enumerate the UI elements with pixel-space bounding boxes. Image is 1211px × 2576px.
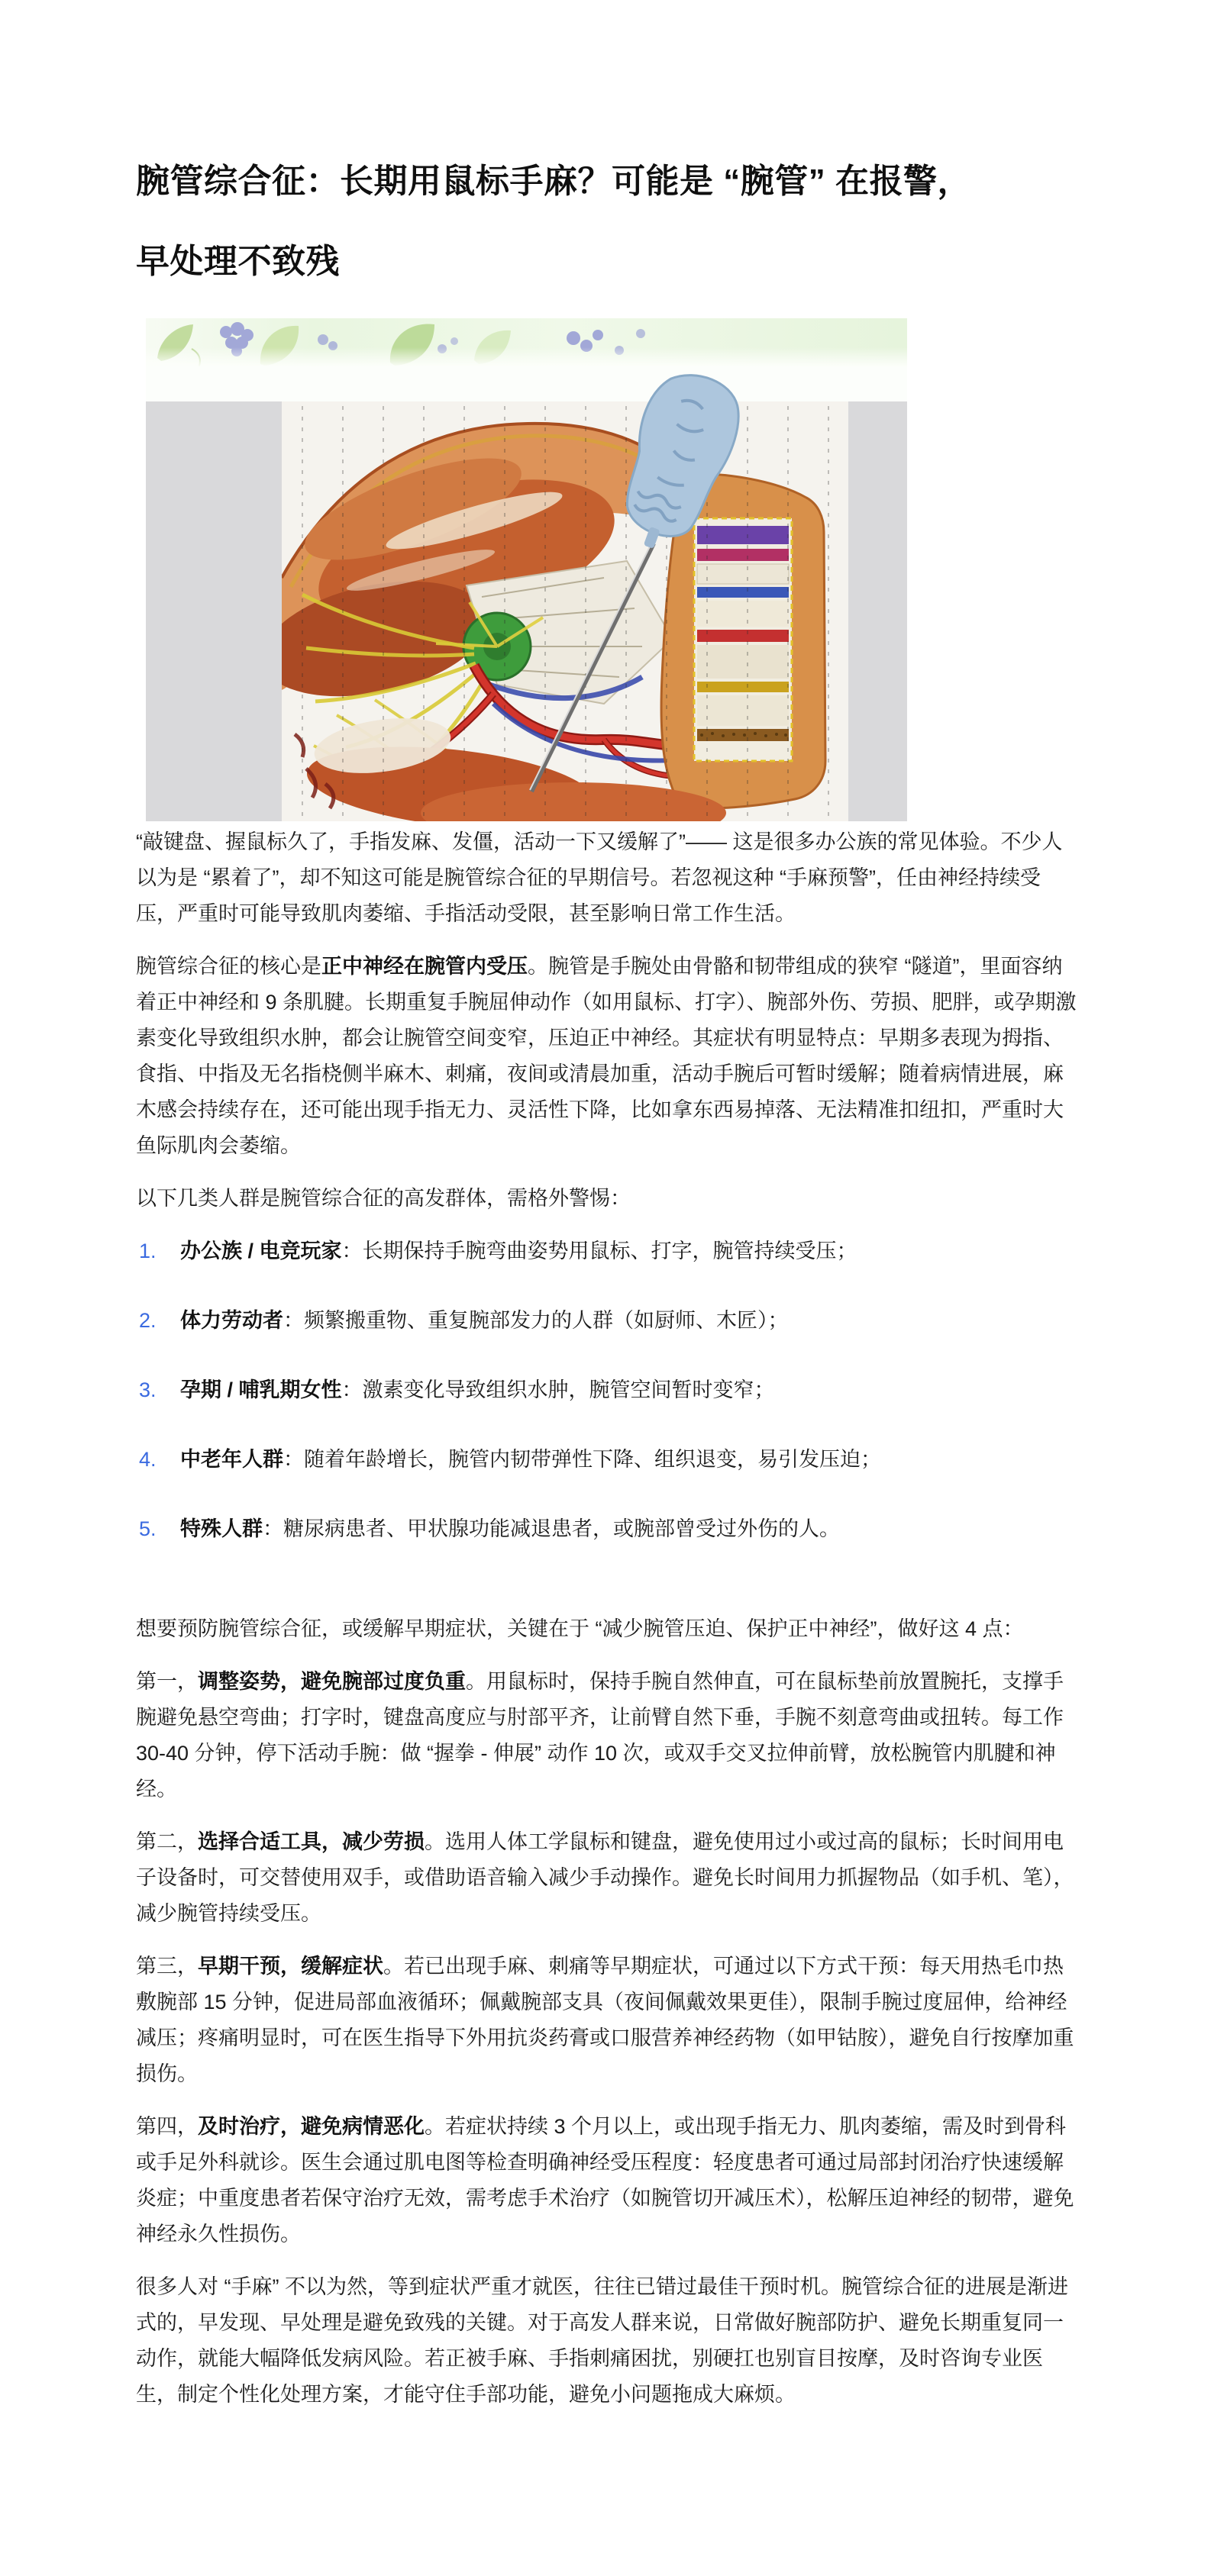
emphasis-text: 特殊人群 <box>180 1517 263 1540</box>
emphasis-text: 及时治疗，避免病情恶化 <box>198 2115 425 2138</box>
text-segment: 。选用人体工学鼠标和键盘，避免使用过小或过高的鼠标；长时间用电子设备时，可交替使用双手，或借助语音输入减少手动操作。避免长时间用力抓握物品（如手机、笔），减少腕管持续受压。 <box>136 1830 1074 1925</box>
text-segment: “敲键盘、握鼠标久了，手指发麻、发僵，活动一下又缓解了”—— 这是很多办公族的常见体验。不少人以为是 “累着了”，却不知这可能是腕管综合征的早期信号。若忽视这种 “手麻预警”，任由神经持续受压，严重时可能导致肌肉萎缩、手指活动受限，甚至影响日常工作生活。 <box>136 830 1063 925</box>
list-item-number: 3. <box>139 1378 157 1401</box>
list-item <box>136 1511 1077 1547</box>
article-content <box>136 141 1077 2413</box>
emphasis-text: 中老年人群 <box>180 1448 283 1471</box>
text-segment: ：糖尿病患者、甲状腺功能减退患者，或腕部曾受过外伤的人。 <box>263 1517 840 1540</box>
text-segment: ：长期保持手腕弯曲姿势用鼠标、打字，腕管持续受压； <box>341 1240 857 1262</box>
paragraph <box>136 1664 1077 1807</box>
high-risk-group-list <box>136 1233 1077 1547</box>
list-item <box>136 1233 1077 1269</box>
paragraph <box>136 1824 1077 1932</box>
paragraph <box>136 949 1077 1164</box>
text-segment: ：频繁搬重物、重复腕部发力的人群（如厨师、木匠）； <box>283 1309 789 1332</box>
emphasis-text: 选择合适工具，减少劳损 <box>198 1830 425 1853</box>
emphasis-text: 调整姿势，避免腕部过度负重 <box>198 1670 466 1693</box>
paragraph <box>136 1181 1077 1217</box>
text-segment: 。腕管是手腕处由骨骼和韧带组成的狭窄 “隧道”，里面容纳着正中神经和 9 条肌腱。长期重复手腕屈伸动作（如用鼠标、打字）、腕部外伤、劳损、肥胖，或孕期激素变化导致组织水肿，都会让腕管空间变窄，压迫正中神经。其症状有明显特点：早期多表现为拇指、食指、中指及无名指桡侧半麻木、刺痛，夜间或清晨加重，活动手腕后可暂时缓解；随着病情进展，麻木感会持续存在，还可能出现手指无力、灵活性下降，比如拿东西易掉落、无法精准扣纽扣，严重时大鱼际肌肉会萎缩。 <box>136 955 1077 1157</box>
carpal-tunnel-anatomy-illustration <box>146 318 907 821</box>
list-item <box>136 1303 1077 1339</box>
list-item <box>136 1372 1077 1408</box>
emphasis-text: 体力劳动者 <box>180 1309 283 1332</box>
paragraph <box>136 2269 1077 2413</box>
text-segment: 。用鼠标时，保持手腕自然伸直，可在鼠标垫前放置腕托，支撑手腕避免悬空弯曲；打字时，键盘高度应与肘部平齐，让前臂自然下垂，手腕不刻意弯曲或扭转。每工作 30-40 分钟，停下活动手腕：做 “握拳 - 伸展” 动作 10 次，或双手交叉拉伸前臂，放松腕管内肌腱和神经。 <box>136 1670 1064 1801</box>
hero-image <box>146 318 907 821</box>
article-title-line-2: 早处理不致残 <box>136 243 340 280</box>
paragraph <box>136 2109 1077 2252</box>
text-segment: 以下几类人群是腕管综合征的高发群体，需格外警惕： <box>136 1187 631 1210</box>
text-segment: 很多人对 “手麻” 不以为然，等到症状严重才就医，往往已错过最佳干预时机。腕管综合征的进展是渐进式的，早发现、早处理是避免致残的关键。对于高发人群来说，日常做好腕部防护、避免长期重复同一动作，就能大幅降低发病风险。若正被手麻、手指刺痛困扰，别硬扛也别盲目按摩，及时咨询专业医生，制定个性化处理方案，才能守住手部功能，避免小问题拖成大麻烦。 <box>136 2275 1068 2406</box>
banner-lower-strip <box>146 366 907 401</box>
text-segment: ：随着年龄增长，腕管内韧带弹性下降、组织退变，易引发压迫； <box>283 1448 881 1471</box>
text-segment: 第二， <box>136 1830 198 1853</box>
text-segment: 第一， <box>136 1670 198 1693</box>
text-segment: 想要预防腕管综合征，或缓解早期症状，关键在于 “减少腕管压迫、保护正中神经”，做好这 4 点： <box>136 1617 1024 1640</box>
text-segment: 第四， <box>136 2115 198 2138</box>
list-item-number: 1. <box>139 1240 157 1262</box>
text-segment: 。若已出现手麻、刺痛等早期症状，可通过以下方式干预：每天用热毛巾热敷腕部 15 分钟，促进局部血液循环；佩戴腕部支具（夜间佩戴效果更佳），限制手腕过度屈伸，给神经减压；疼痛明显时，可在医生指导下外用抗炎药膏或口服营养神经药物（如甲钴胺），避免自行按摩加重损伤。 <box>136 1955 1074 2085</box>
paragraph <box>136 824 1077 932</box>
list-item-number: 4. <box>139 1448 157 1471</box>
paragraph <box>136 1949 1077 2092</box>
text-segment: 腕管综合征的核心是 <box>136 955 321 978</box>
emphasis-text: 正中神经在腕管内受压 <box>321 955 528 978</box>
article-title <box>136 141 1077 301</box>
text-segment: 。若症状持续 3 个月以上，或出现手指无力、肌肉萎缩，需及时到骨科或手足外科就诊。医生会通过肌电图等检查明确神经受压程度：轻度患者可通过局部封闭治疗快速缓解炎症；中重度患者若保守治疗无效，需考虑手术治疗（如腕管切开减压术），松解压迫神经的韧带，避免神经永久性损伤。 <box>136 2115 1074 2246</box>
leaf-grape-decorative-banner <box>146 318 907 373</box>
text-segment: 第三， <box>136 1955 198 1978</box>
article-body <box>136 824 1077 2413</box>
article-title-line-1: 腕管综合征：长期用鼠标手麻？可能是 “腕管” 在报警， <box>136 163 971 200</box>
emphasis-text: 办公族 / 电竞玩家 <box>180 1240 342 1262</box>
list-item-number: 5. <box>139 1517 157 1540</box>
list-item <box>136 1442 1077 1478</box>
list-item-number: 2. <box>139 1309 157 1332</box>
paragraph <box>136 1611 1077 1647</box>
emphasis-text: 早期干预，缓解症状 <box>198 1955 383 1978</box>
emphasis-text: 孕期 / 哺乳期女性 <box>180 1378 342 1401</box>
text-segment: ：激素变化导致组织水肿，腕管空间暂时变窄； <box>341 1378 775 1401</box>
